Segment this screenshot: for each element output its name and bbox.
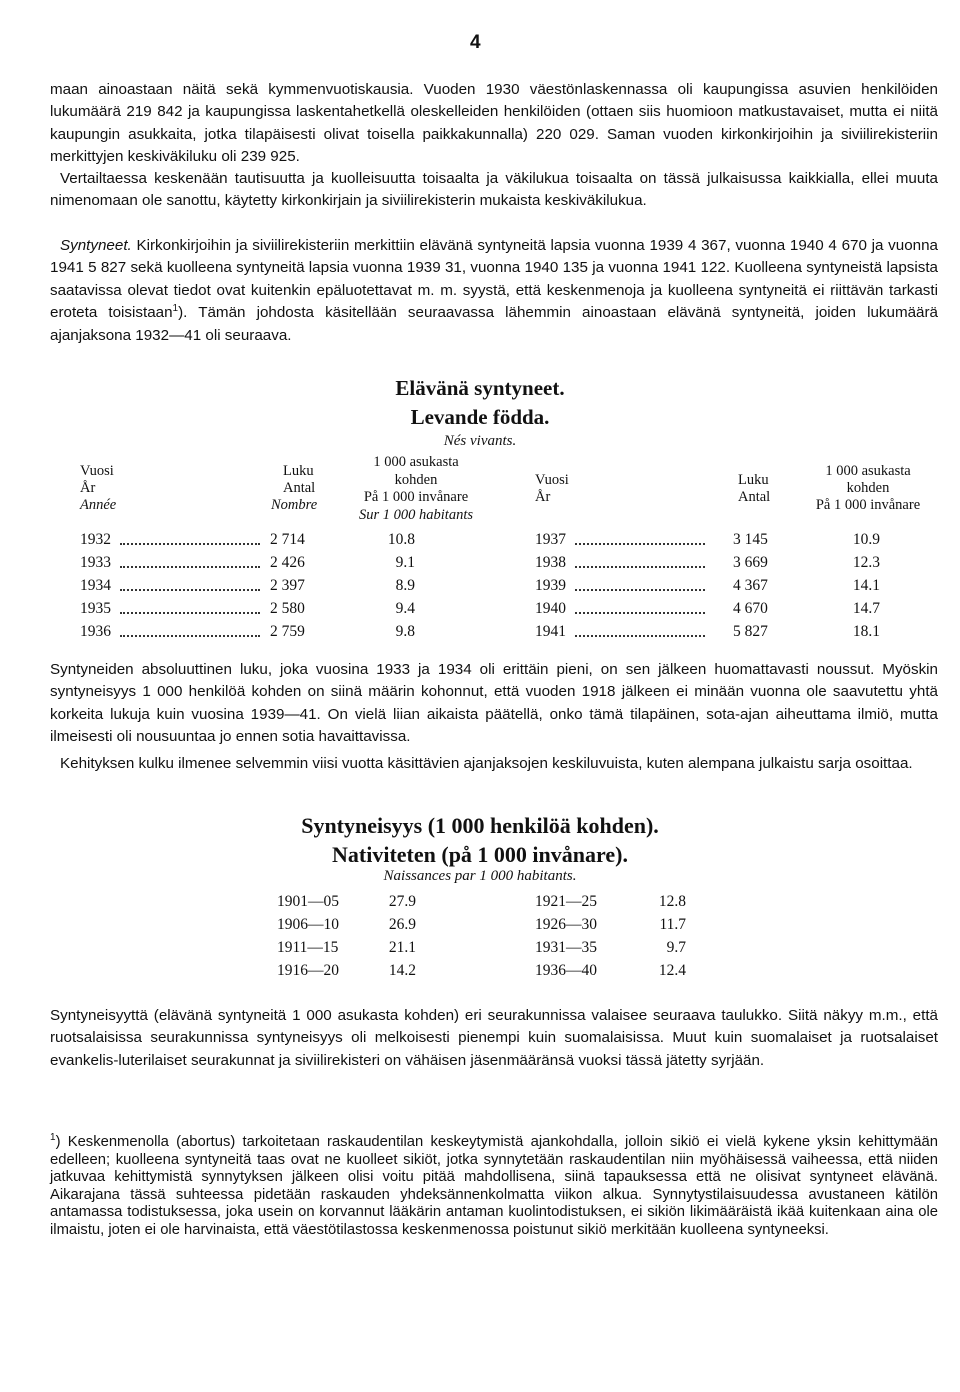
table-row-period: 1936—40: [535, 962, 597, 979]
table-row-count: 2 426: [270, 554, 305, 571]
paragraph-parishes: Syntyneisyyttä (elävänä syntyneitä 1 000 asukasta kohden) eri seurakunnissa valaisee seuraava taulukko. Siitä näkyy m.m., että ruotsalaisissa seurakunnissa syntyneisyys oli melkoisesti pienempi kuin suomalaisissa. Muut kuin suomalaiset ja ruotsalaiset evankelis-luterilaiset seurakunnat ja siviilirekisteri on vähäisen jäsenmääränsä vuoksi tässä jätetty syrjään.: [50, 1007, 938, 1069]
table-row-period: 1911—15: [277, 939, 339, 956]
header-rate-right-l1: 1 000 asukasta: [825, 463, 911, 479]
paragraph-development-text: Kehityksen kulku ilmenee selvemmin viisi vuotta käsittävien ajanjaksojen keskiluvuista, kuten alempana julkaistu sarja osoittaa.: [60, 755, 913, 772]
table-row-count: 2 759: [270, 623, 305, 640]
dot-leader: [120, 566, 260, 568]
paragraph-comparison: [50, 168, 938, 213]
header-count-right-sv: Antal: [738, 489, 771, 505]
header-year-fr: Année: [80, 497, 117, 513]
table-row-rate: 9.1: [395, 554, 415, 571]
table-row-year: 1934: [80, 577, 111, 594]
table-row-rate: 12.8: [658, 893, 686, 910]
header-rate-l4: Sur 1 000 habitants: [359, 507, 473, 523]
table-row-rate: 8.9: [395, 577, 415, 594]
dot-leader: [575, 566, 705, 568]
header-year-right-fi: Vuosi: [535, 472, 569, 488]
table-row-rate: 18.1: [852, 623, 880, 640]
table2-title-fi: Syntyneisyys (1 000 henkilöä kohden).: [301, 813, 659, 838]
table-row-count: 2 714: [270, 531, 305, 548]
table-row-period: 1916—20: [277, 962, 339, 979]
table-row-year: 1935: [80, 600, 111, 617]
paragraph-development: [50, 753, 938, 775]
table-row-year: 1938: [535, 554, 566, 571]
table-row-period: 1901—05: [277, 893, 339, 910]
table-row-year: 1939: [535, 577, 566, 594]
table2-title-sv: Nativiteten (på 1 000 invånare).: [332, 842, 628, 867]
table-row-rate: 10.9: [852, 531, 880, 548]
header-rate-right-l2: kohden: [846, 480, 890, 496]
paragraph-intro: maan ainoastaan näitä sekä kymmenvuotiskausia. Vuoden 1930 väestönlaskennassa oli kaupungissa asuvien henkilöiden lukumäärä 219 842 ja kaupungissa laskentahetkellä oleskelleiden henkilöiden (ottaen siis huomioon matkustavaiset, mutta ei niitä kaupungin asukkaita, jotka tilapäisesti olivat toisella paikkakunnalla) 220 029. Saman vuoden kirkonkirjoihin ja siviilirekisteriin merkittyjen keskiväkiluku oli 239 925.: [50, 81, 938, 166]
dot-leader: [575, 543, 705, 545]
table-row-rate: 10.8: [387, 531, 415, 548]
dot-leader: [120, 543, 260, 545]
table-row-rate: 21.1: [388, 939, 416, 956]
table1-title-fi: Elävänä syntyneet.: [395, 376, 565, 400]
header-count-sv: Antal: [283, 480, 316, 496]
table-row-year: 1937: [535, 531, 566, 548]
table-row-year: 1940: [535, 600, 566, 617]
table-row-rate: 26.9: [388, 916, 416, 933]
table-row-rate: 14.7: [852, 600, 880, 617]
header-rate-l2: kohden: [394, 472, 438, 488]
footnote-marker: 1: [50, 1132, 56, 1144]
header-count-right-fi: Luku: [738, 472, 769, 488]
table-row-period: 1921—25: [535, 893, 597, 910]
header-year-sv: År: [80, 480, 96, 496]
births-text-a: Kirkonkirjoihin ja siviilirekisteriin merkittiin elävänä syntyneitä lapsia vuonna 1939 4 367, vuonna 1940 4 670 ja vuonna 1941 5 827 sekä kuolleena syntyneitä lapsia vuonna 1939 31, vuonna 1940 135 ja vuonna 1941 122. Kuolleena syntyneistä lapsista saatavissa olevat tiedot ovat kuitenkin epäluotettavat m. m. syystä, että keskenmenoja ja kuolleena syntyneitä ei riittävän tarkasti eroteta toisistaan: [50, 237, 938, 322]
dot-leader: [120, 612, 260, 614]
table-row-year: 1941: [535, 623, 566, 640]
table-row-rate: 27.9: [388, 893, 416, 910]
header-rate-l1: 1 000 asukasta: [373, 454, 459, 470]
table1-title-sv: Levande födda.: [410, 405, 550, 429]
table-row-rate: 12.4: [658, 962, 686, 979]
table-row-rate: 9.7: [666, 939, 686, 956]
header-rate-right-l3: På 1 000 invånare: [815, 497, 921, 513]
table-row-count: 2 397: [270, 577, 305, 594]
table-row-period: 1931—35: [535, 939, 597, 956]
table2-title-fr: Naissances par 1 000 habitants.: [383, 868, 577, 884]
table-row-count: 3 669: [733, 554, 768, 571]
table-row-count: 4 367: [733, 577, 768, 594]
table-row-rate: 14.1: [852, 577, 880, 594]
dot-leader: [120, 635, 260, 637]
page-number: 4: [470, 32, 481, 53]
paragraph-births: [50, 235, 938, 347]
dot-leader: [575, 612, 705, 614]
header-count-fi: Luku: [283, 463, 314, 479]
paragraph-absolute-number: Syntyneiden absoluuttinen luku, joka vuosina 1933 ja 1934 oli erittäin pieni, on sen jälkeen huomattavasti noussut. Myöskin syntyneisyys 1 000 henkilöä kohden on siinä määrin kohonnut, että vuoden 1918 jälkeen ei minään vuonna ole saavutettu yhtä korkeita lukuja kuin vuosina 1939—41. On vielä liian aikaista päätellä, onko tämä tilapäinen, sota-ajan aiheuttama ilmiö, mutta ilmeisesti oli nousuuntaa jo ennen sotia havaittavissa.: [50, 661, 938, 746]
header-rate-l3: På 1 000 invånare: [363, 489, 469, 505]
paragraph-comparison-text: Vertailtaessa keskenään tautisuutta ja kuolleisuutta toisaalta ja väkilukua toisaalta on tässä julkaisussa kaikkialla, ellei muuta nimenomaan ole sanottu, käytetty kirkonkirjain ja siviilirekisterin mukaista keskiväkilukua.: [50, 170, 938, 210]
table1-title-fr: Nés vivants.: [443, 433, 517, 449]
table-row-rate: 11.7: [659, 916, 686, 933]
header-year-fi: Vuosi: [80, 463, 114, 479]
table-row-period: 1906—10: [277, 916, 339, 933]
table-row-count: 5 827: [733, 623, 768, 640]
table-row-year: 1936: [80, 623, 111, 640]
table-row-count: 3 145: [733, 531, 768, 548]
table-row-year: 1933: [80, 554, 111, 571]
table-row-rate: 12.3: [852, 554, 880, 571]
table-row-rate: 9.8: [395, 623, 415, 640]
header-count-fr: Nombre: [271, 497, 318, 513]
dot-leader: [120, 589, 260, 591]
header-year-right-sv: År: [535, 489, 551, 505]
footnote-text: ) Keskenmenolla (abortus) tarkoitetaan raskaudentilan keskeytymistä ajankohdalla, jolloin sikiö ei vielä kykene yksin kehittymään edelleen; kuolleena syntyneitä taas ovat ne kuolleet sikiöt, jotka synnytetään raskaudentilan niin myöhäisessä vaiheessa, että niiden jatkuvaa kehittymistä synnytyksen jälkeen olisi voitu pitää mahdollisena, siinä tapauksessa että ne olisivat syntyneet elävänä. Aikarajana tässä suhteessa pidetään raskauden yhdeksännenkolmatta viikon alkua. Synnytystilaisuudessa avustaneen kätilön antamassa todistuksessa, joka usein on korvannut lääkärin antaman kuolintodistuksen, ei sikiön likimääräistä ikää kuitenkaan aina ole ilmaistu, joten ei ole harvinaista, että väestötilastossa keskenmenossa poistunut sikiö merkitään kuolleena syntyneeksi.: [50, 1134, 938, 1238]
births-label: Syntyneet.: [60, 237, 132, 254]
table-row-count: 2 580: [270, 600, 305, 617]
births-text-b: ). Tämän johdosta käsitellään seuraavassa lähemmin ainoastaan elävänä syntyneitä, joiden lukumäärä ajanjaksona 1932—41 oli seuraava.: [50, 304, 938, 344]
table-row-count: 4 670: [733, 600, 768, 617]
footnote-reference[interactable]: 1: [172, 303, 179, 315]
dot-leader: [575, 635, 705, 637]
table-row-period: 1926—30: [535, 916, 597, 933]
table-row-rate: 9.4: [395, 600, 415, 617]
table-row-rate: 14.2: [388, 962, 416, 979]
dot-leader: [575, 589, 705, 591]
footnote: [50, 1134, 938, 1240]
table-row-year: 1932: [80, 531, 111, 548]
